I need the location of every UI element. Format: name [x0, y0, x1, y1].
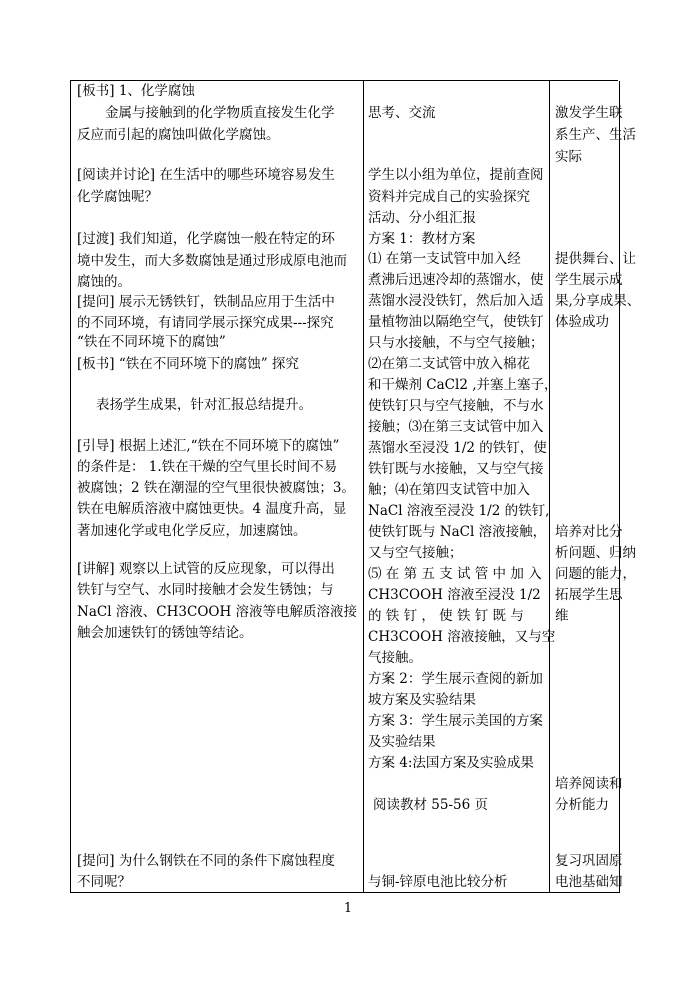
- student-activity-line: 方案 2：学生展示查阅的新加: [368, 671, 543, 687]
- teacher-activity-line: 境中发生，而大多数腐蚀是通过形成原电池而: [77, 253, 347, 269]
- student-activity-line: 方案 4:法国方案及实验成果: [368, 755, 534, 771]
- teacher-activity-line: 不同呢？: [77, 874, 131, 890]
- student-activity-line: ⑸ 在 第 五 支 试 管 中 加 入: [368, 566, 542, 582]
- teacher-activity-line: [板书] 1、化学腐蚀: [77, 83, 195, 99]
- student-activity-line: 思考、交流: [368, 105, 436, 121]
- teacher-activity-line: [阅读并讨论] 在生活中的哪些环境容易发生: [77, 167, 335, 183]
- design-intent-line: 激发学生联: [555, 105, 623, 121]
- teacher-activity-line: 腐蚀的。: [77, 274, 131, 290]
- teacher-activity-line: [引导] 根据上述汇,“铁在不同环境下的腐蚀”: [77, 438, 340, 454]
- design-intent-line: 实际: [555, 149, 582, 165]
- student-activity-line: 接触；⑶在第三支试管中加入: [368, 419, 544, 435]
- teacher-activity-line: 著加速化学或电化学反应，加速腐蚀。: [77, 523, 307, 539]
- student-activity-line: 煮沸后迅速冷却的蒸馏水，使: [368, 272, 544, 288]
- student-activity-line: ⑵在第二支试管中放入棉花: [368, 356, 530, 372]
- teacher-activity-line: [提问] 展示无锈铁钉，铁制品应用于生活中: [77, 294, 335, 310]
- student-activity-line: 铁钉既与水接触，又与空气接: [368, 461, 544, 477]
- student-activity-line: 的 铁 钉 ， 使 铁 钉 既 与: [368, 608, 524, 624]
- design-intent-line: 维: [555, 608, 569, 624]
- student-activity-line: 触；⑷在第四支试管中加入: [368, 482, 530, 498]
- design-intent-line: 拓展学生思: [555, 587, 623, 603]
- page-number: 1: [343, 901, 353, 916]
- student-activity-line: 和干燥剂 CaCl2 ,并塞上塞子，: [368, 377, 558, 393]
- design-intent-line: 学生展示成: [555, 272, 623, 288]
- student-activity-line: 阅读教材 55-56 页: [373, 797, 489, 813]
- student-activity-line: 只与水接触，不与空气接触；: [368, 335, 544, 351]
- column-divider-1: [363, 81, 364, 892]
- student-activity-line: 蒸馏水浸没铁钉，然后加入适: [368, 293, 544, 309]
- design-intent-line: 果,分享成果、: [555, 293, 641, 309]
- student-activity-line: 坡方案及实验结果: [368, 692, 476, 708]
- teacher-activity-line: 铁钉与空气、水同时接触才会发生锈蚀；与: [77, 582, 334, 598]
- column-divider-2: [549, 81, 550, 892]
- teacher-activity-line: [板书] “铁在不同环境下的腐蚀” 探究: [77, 356, 299, 372]
- teacher-activity-line: 被腐蚀；2 铁在潮湿的空气里很快被腐蚀；3。: [77, 480, 355, 496]
- teacher-activity-line: 铁在电解质溶液中腐蚀更快。4 温度升高，显: [77, 501, 347, 517]
- teacher-activity-line: 触会加速铁钉的锈蚀等结论。: [77, 625, 253, 641]
- student-activity-line: 与铜-锌原电池比较分析: [368, 874, 508, 890]
- student-activity-line: CH3COOH 溶液接触，又与空: [368, 629, 556, 645]
- teacher-activity-line: 的不同环境，有请同学展示探究成果---探究: [77, 315, 334, 331]
- student-activity-line: 气接触。: [368, 650, 422, 666]
- teacher-activity-line: [讲解] 观察以上试管的反应现象，可以得出: [77, 561, 335, 577]
- teacher-activity-line: 表扬学生成果，针对汇报总结提升。: [96, 397, 312, 413]
- design-intent-line: 系生产、生活: [555, 127, 636, 143]
- student-activity-line: 及实验结果: [368, 734, 436, 750]
- student-activity-line: 量植物油以隔绝空气，使铁钉: [368, 314, 544, 330]
- design-intent-line: 析问题、归纳: [555, 545, 636, 561]
- student-activity-line: 活动、分小组汇报: [368, 210, 476, 226]
- student-activity-line: CH3COOH 溶液至浸没 1/2: [368, 587, 541, 603]
- design-intent-line: 复习巩固原: [555, 853, 623, 869]
- teacher-activity-line: 化学腐蚀呢？: [77, 189, 158, 205]
- design-intent-line: 培养对比分: [555, 524, 623, 540]
- student-activity-line: 方案 1：教材方案: [368, 231, 476, 247]
- lesson-plan-table: [70, 81, 641, 893]
- student-activity-line: 资料并完成自己的实验探究: [368, 189, 530, 205]
- student-activity-line: NaCl 溶液至浸没 1/2 的铁钉,: [368, 503, 550, 519]
- design-intent-line: 提供舞台、让: [555, 251, 636, 267]
- student-activity-line: ⑴ 在第一支试管中加入经: [368, 251, 521, 267]
- teacher-activity-line: 的条件是： 1.铁在干燥的空气里长时间不易: [77, 459, 338, 475]
- teacher-activity-line: 反应而引起的腐蚀叫做化学腐蚀。: [77, 127, 280, 143]
- student-activity-line: 学生以小组为单位，提前查阅: [368, 167, 544, 183]
- student-activity-line: 使铁钉既与 NaCl 溶液接触，: [368, 524, 547, 540]
- student-activity-line: 使铁钉只与空气接触，不与水: [368, 398, 544, 414]
- design-intent-line: 培养阅读和: [555, 776, 623, 792]
- design-intent-line: 分析能力: [555, 797, 609, 813]
- design-intent-line: 体验成功: [555, 314, 609, 330]
- design-intent-line: 问题的能力，: [555, 566, 636, 582]
- student-activity-line: 方案 3：学生展示美国的方案: [368, 713, 543, 729]
- teacher-activity-line: 金属与接触到的化学物质直接发生化学: [105, 105, 335, 121]
- teacher-activity-line: NaCl 溶液、CH3COOH 溶液等电解质溶液接: [77, 604, 358, 620]
- teacher-activity-line: “铁在不同环境下的腐蚀”: [77, 334, 226, 350]
- teacher-activity-line: [提问] 为什么钢铁在不同的条件下腐蚀程度: [77, 853, 335, 869]
- design-intent-line: 电池基础知: [555, 874, 623, 890]
- teacher-activity-line: [过渡] 我们知道，化学腐蚀一般在特定的环: [77, 231, 335, 247]
- student-activity-line: 蒸馏水至浸没 1/2 的铁钉，使: [368, 440, 547, 456]
- student-activity-line: 又与空气接触；: [368, 545, 463, 561]
